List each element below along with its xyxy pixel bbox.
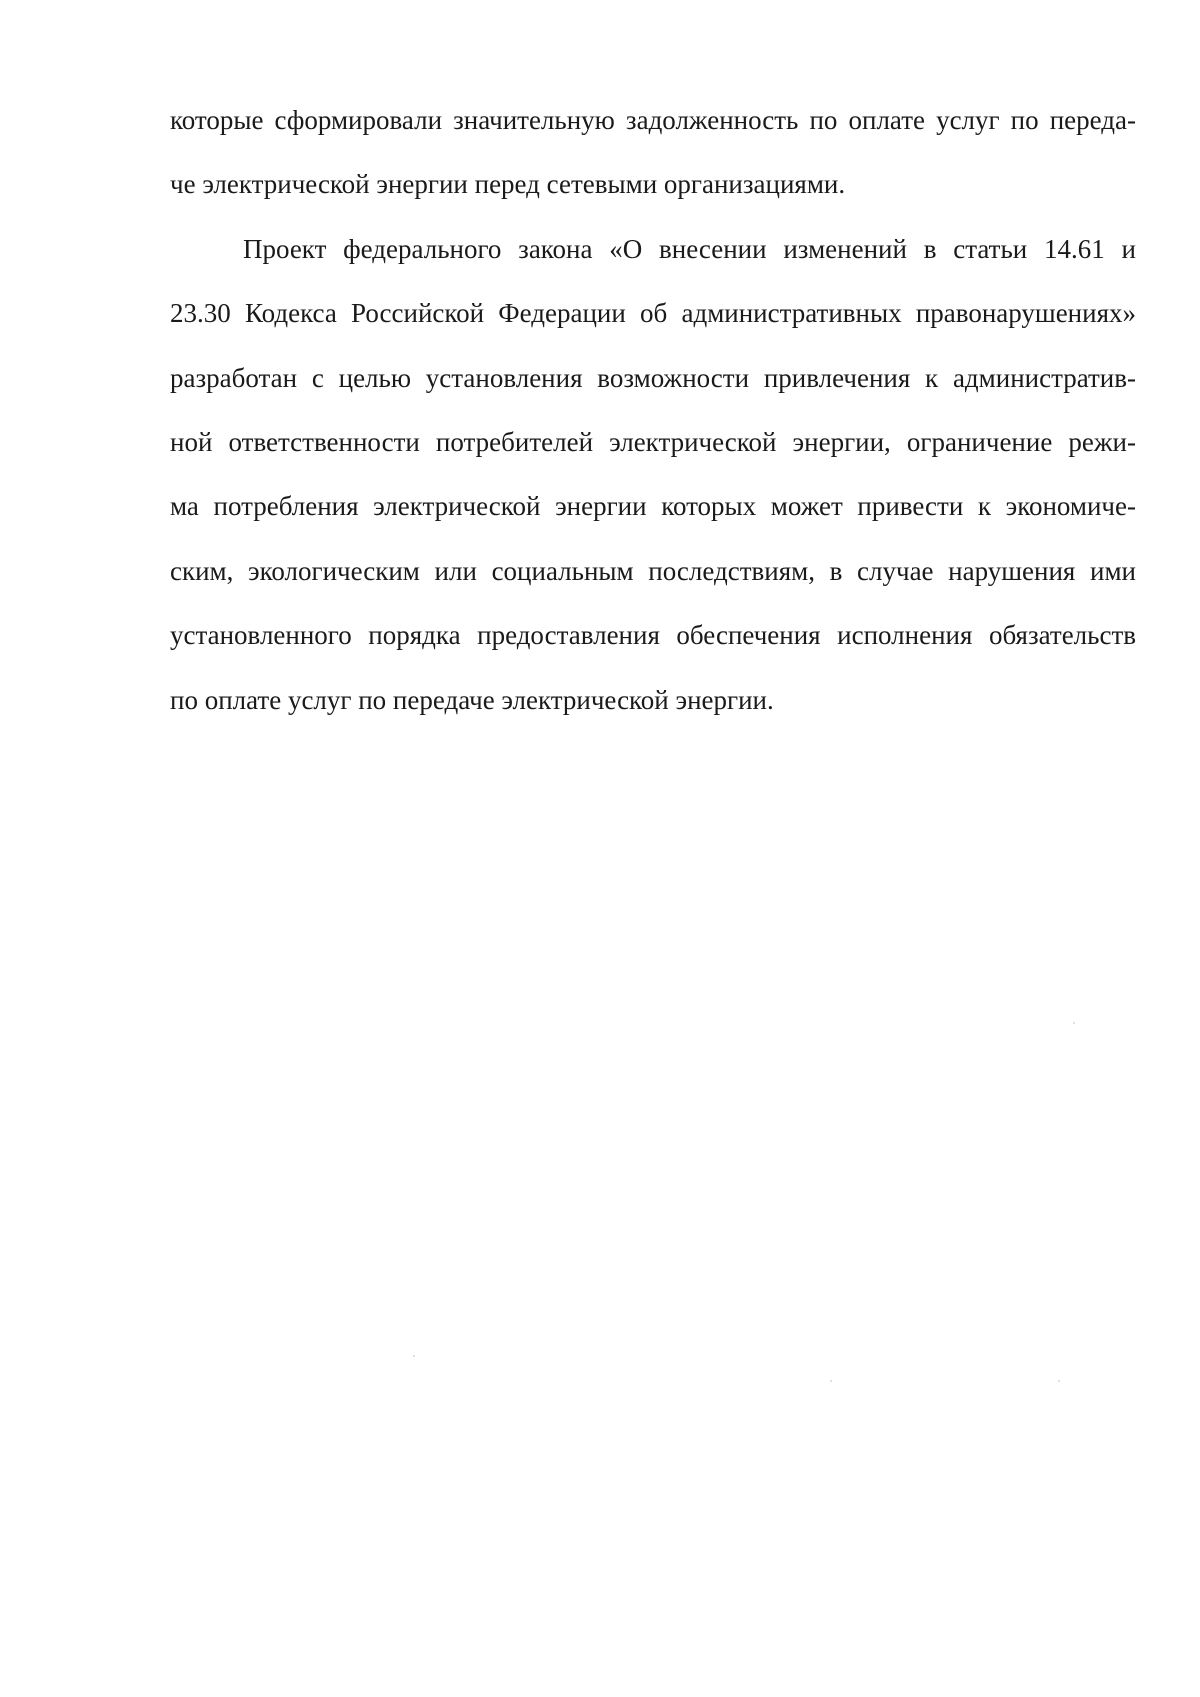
document-body	[170, 88, 1136, 732]
paragraph-continuation	[170, 88, 1136, 217]
text-line: 23.30 Кодекса Российской Федерации об административных правонарушениях»	[170, 298, 1136, 329]
scan-speck	[413, 1355, 415, 1357]
text-line: по оплате услуг по передаче электрической энергии.	[170, 684, 774, 715]
text-line: ским, экологическим или социальным последствиям, в случае нарушения ими	[170, 555, 1136, 586]
text-line: че электрической энергии перед сетевыми организациями.	[170, 169, 846, 200]
scan-speck	[1073, 1022, 1075, 1024]
text-line: разработан с целью установления возможности привлечения к административ-	[170, 362, 1136, 393]
text-line: ма потребления электрической энергии которых может привести к экономиче-	[170, 491, 1136, 522]
paragraph-bill-description	[170, 217, 1136, 732]
text-line: установленного порядка предоставления обеспечения исполнения обязательств	[170, 620, 1136, 651]
text-line: Проект федерального закона «О внесении изменений в статьи 14.61 и	[243, 233, 1136, 264]
scan-speck	[830, 1380, 832, 1382]
text-line: которые сформировали значительную задолженность по оплате услуг по переда-	[170, 105, 1136, 135]
scan-speck	[1058, 1380, 1060, 1382]
text-line: ной ответственности потребителей электрической энергии, ограничение режи-	[170, 427, 1136, 458]
